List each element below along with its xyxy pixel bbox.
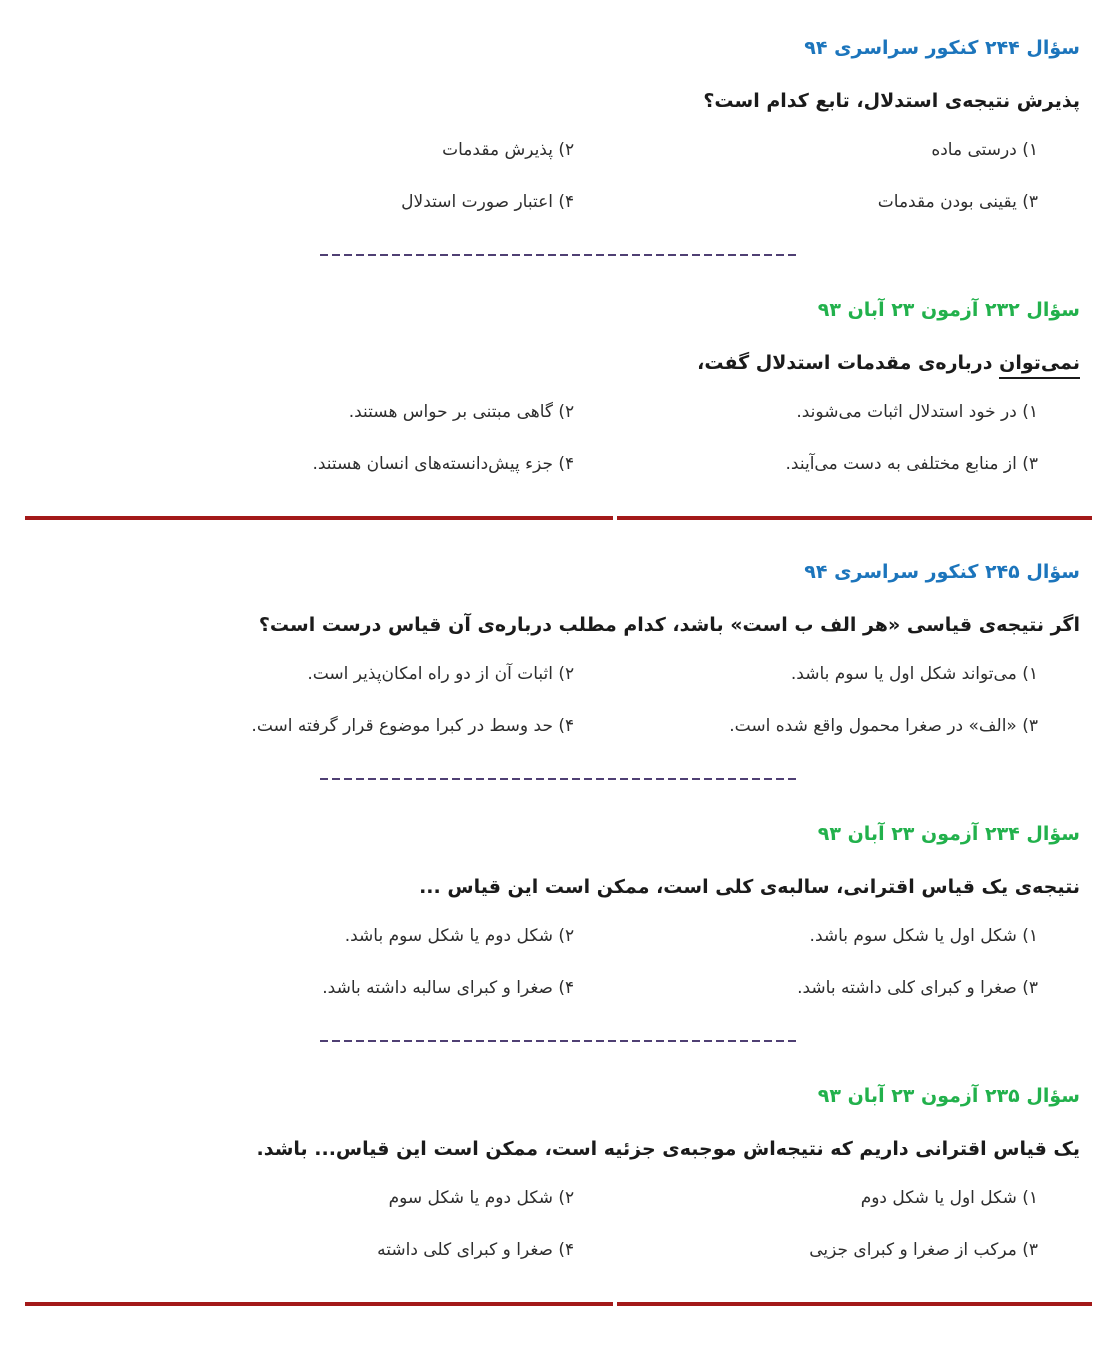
question-block-234 (37, 820, 1080, 1000)
question-234-option-4: ۴) صغرا و کبرای سالبه داشته باشد. (322, 978, 575, 998)
question-245-option-2: ۲) اثبات آن از دو راه امکان‌پذیر است. (307, 664, 575, 684)
question-235-option-4: ۴) صغرا و کبرای کلی داشته (377, 1240, 575, 1260)
question-234-option-2: ۲) شکل دوم یا شکل سوم باشد. (344, 926, 575, 946)
question-234-text: نتیجه‌ی یک قیاس اقترانی، سالبه‌ی کلی است، ممکن است این قیاس ... (419, 876, 1080, 898)
question-232-text (37, 350, 1080, 376)
question-232-option-2: ۲) گاهی مبتنی بر حواس هستند. (348, 402, 575, 422)
question-block-244 (37, 34, 1080, 214)
question-245-options (37, 662, 1080, 738)
red-page-divider (25, 516, 1092, 520)
red-divider-segment (617, 1302, 1092, 1306)
question-244-option-3: ۳) یقینی بودن مقدمات (877, 192, 1038, 212)
question-234-option-1: ۱) شکل اول یا شکل سوم باشد. (809, 926, 1038, 946)
question-235-option-3: ۳) مرکب از صغرا و کبرای جزیی (809, 1240, 1038, 1260)
red-divider-segment (617, 516, 1092, 520)
question-235-option-1: ۱) شکل اول یا شکل دوم (860, 1188, 1038, 1208)
question-232-text-rest: درباره‌ی مقدمات استدلال گفت، (697, 352, 1000, 374)
question-244-option-4: ۴) اعتبار صورت استدلال (401, 192, 575, 212)
question-235-text: یک قیاس اقترانی داریم که نتیجه‌اش موجبه‌ی جزئیه است، ممکن است این قیاس... باشد. (256, 1138, 1080, 1160)
question-232-option-3: ۳) از منابع مختلفی به دست می‌آیند. (785, 454, 1038, 474)
dashed-separator (320, 1040, 798, 1042)
question-block-232 (37, 296, 1080, 476)
red-divider-segment (25, 1302, 613, 1306)
dashed-separator (320, 254, 798, 256)
red-page-divider (25, 1302, 1092, 1306)
question-235-option-2: ۲) شکل دوم یا شکل سوم (388, 1188, 575, 1208)
question-232-options (37, 400, 1080, 476)
question-234-options (37, 924, 1080, 1000)
question-245-text: اگر نتیجه‌ی قیاسی «هر الف ب است» باشد، کدام مطلب درباره‌ی آن قیاس درست است؟ (258, 614, 1080, 636)
question-234-option-3: ۳) صغرا و کبرای کلی داشته باشد. (797, 978, 1038, 998)
dashed-separator (320, 778, 798, 780)
question-234-header: سؤال ۲۳۴ آزمون ۲۳ آبان ۹۳ (817, 823, 1080, 845)
question-244-option-2: ۲) پذیرش مقدمات (442, 140, 575, 160)
question-232-option-4: ۴) جزء پیش‌دانسته‌های انسان هستند. (312, 454, 575, 474)
question-232-option-1: ۱) در خود استدلال اثبات می‌شوند. (796, 402, 1038, 422)
question-244-header: سؤال ۲۴۴ کنکور سراسری ۹۴ (804, 37, 1080, 59)
question-232-header: سؤال ۲۳۲ آزمون ۲۳ آبان ۹۳ (817, 299, 1080, 321)
question-245-header: سؤال ۲۴۵ کنکور سراسری ۹۴ (804, 561, 1080, 583)
question-245-option-3: ۳) «الف» در صغرا محمول واقع شده است. (729, 716, 1038, 736)
question-block-245 (37, 558, 1080, 738)
question-232-text-underlined: نمی‌توان (999, 352, 1080, 379)
question-block-235 (37, 1082, 1080, 1262)
question-244-options (37, 138, 1080, 214)
question-244-text: پذیرش نتیجه‌ی استدلال، تابع کدام است؟ (703, 90, 1080, 112)
red-divider-segment (25, 516, 613, 520)
question-235-options (37, 1186, 1080, 1262)
question-245-option-1: ۱) می‌تواند شکل اول یا سوم باشد. (790, 664, 1038, 684)
question-235-header: سؤال ۲۳۵ آزمون ۲۳ آبان ۹۳ (817, 1085, 1080, 1107)
question-245-option-4: ۴) حد وسط در کبرا موضوع قرار گرفته است. (251, 716, 575, 736)
question-244-option-1: ۱) درستی ماده (931, 140, 1038, 160)
